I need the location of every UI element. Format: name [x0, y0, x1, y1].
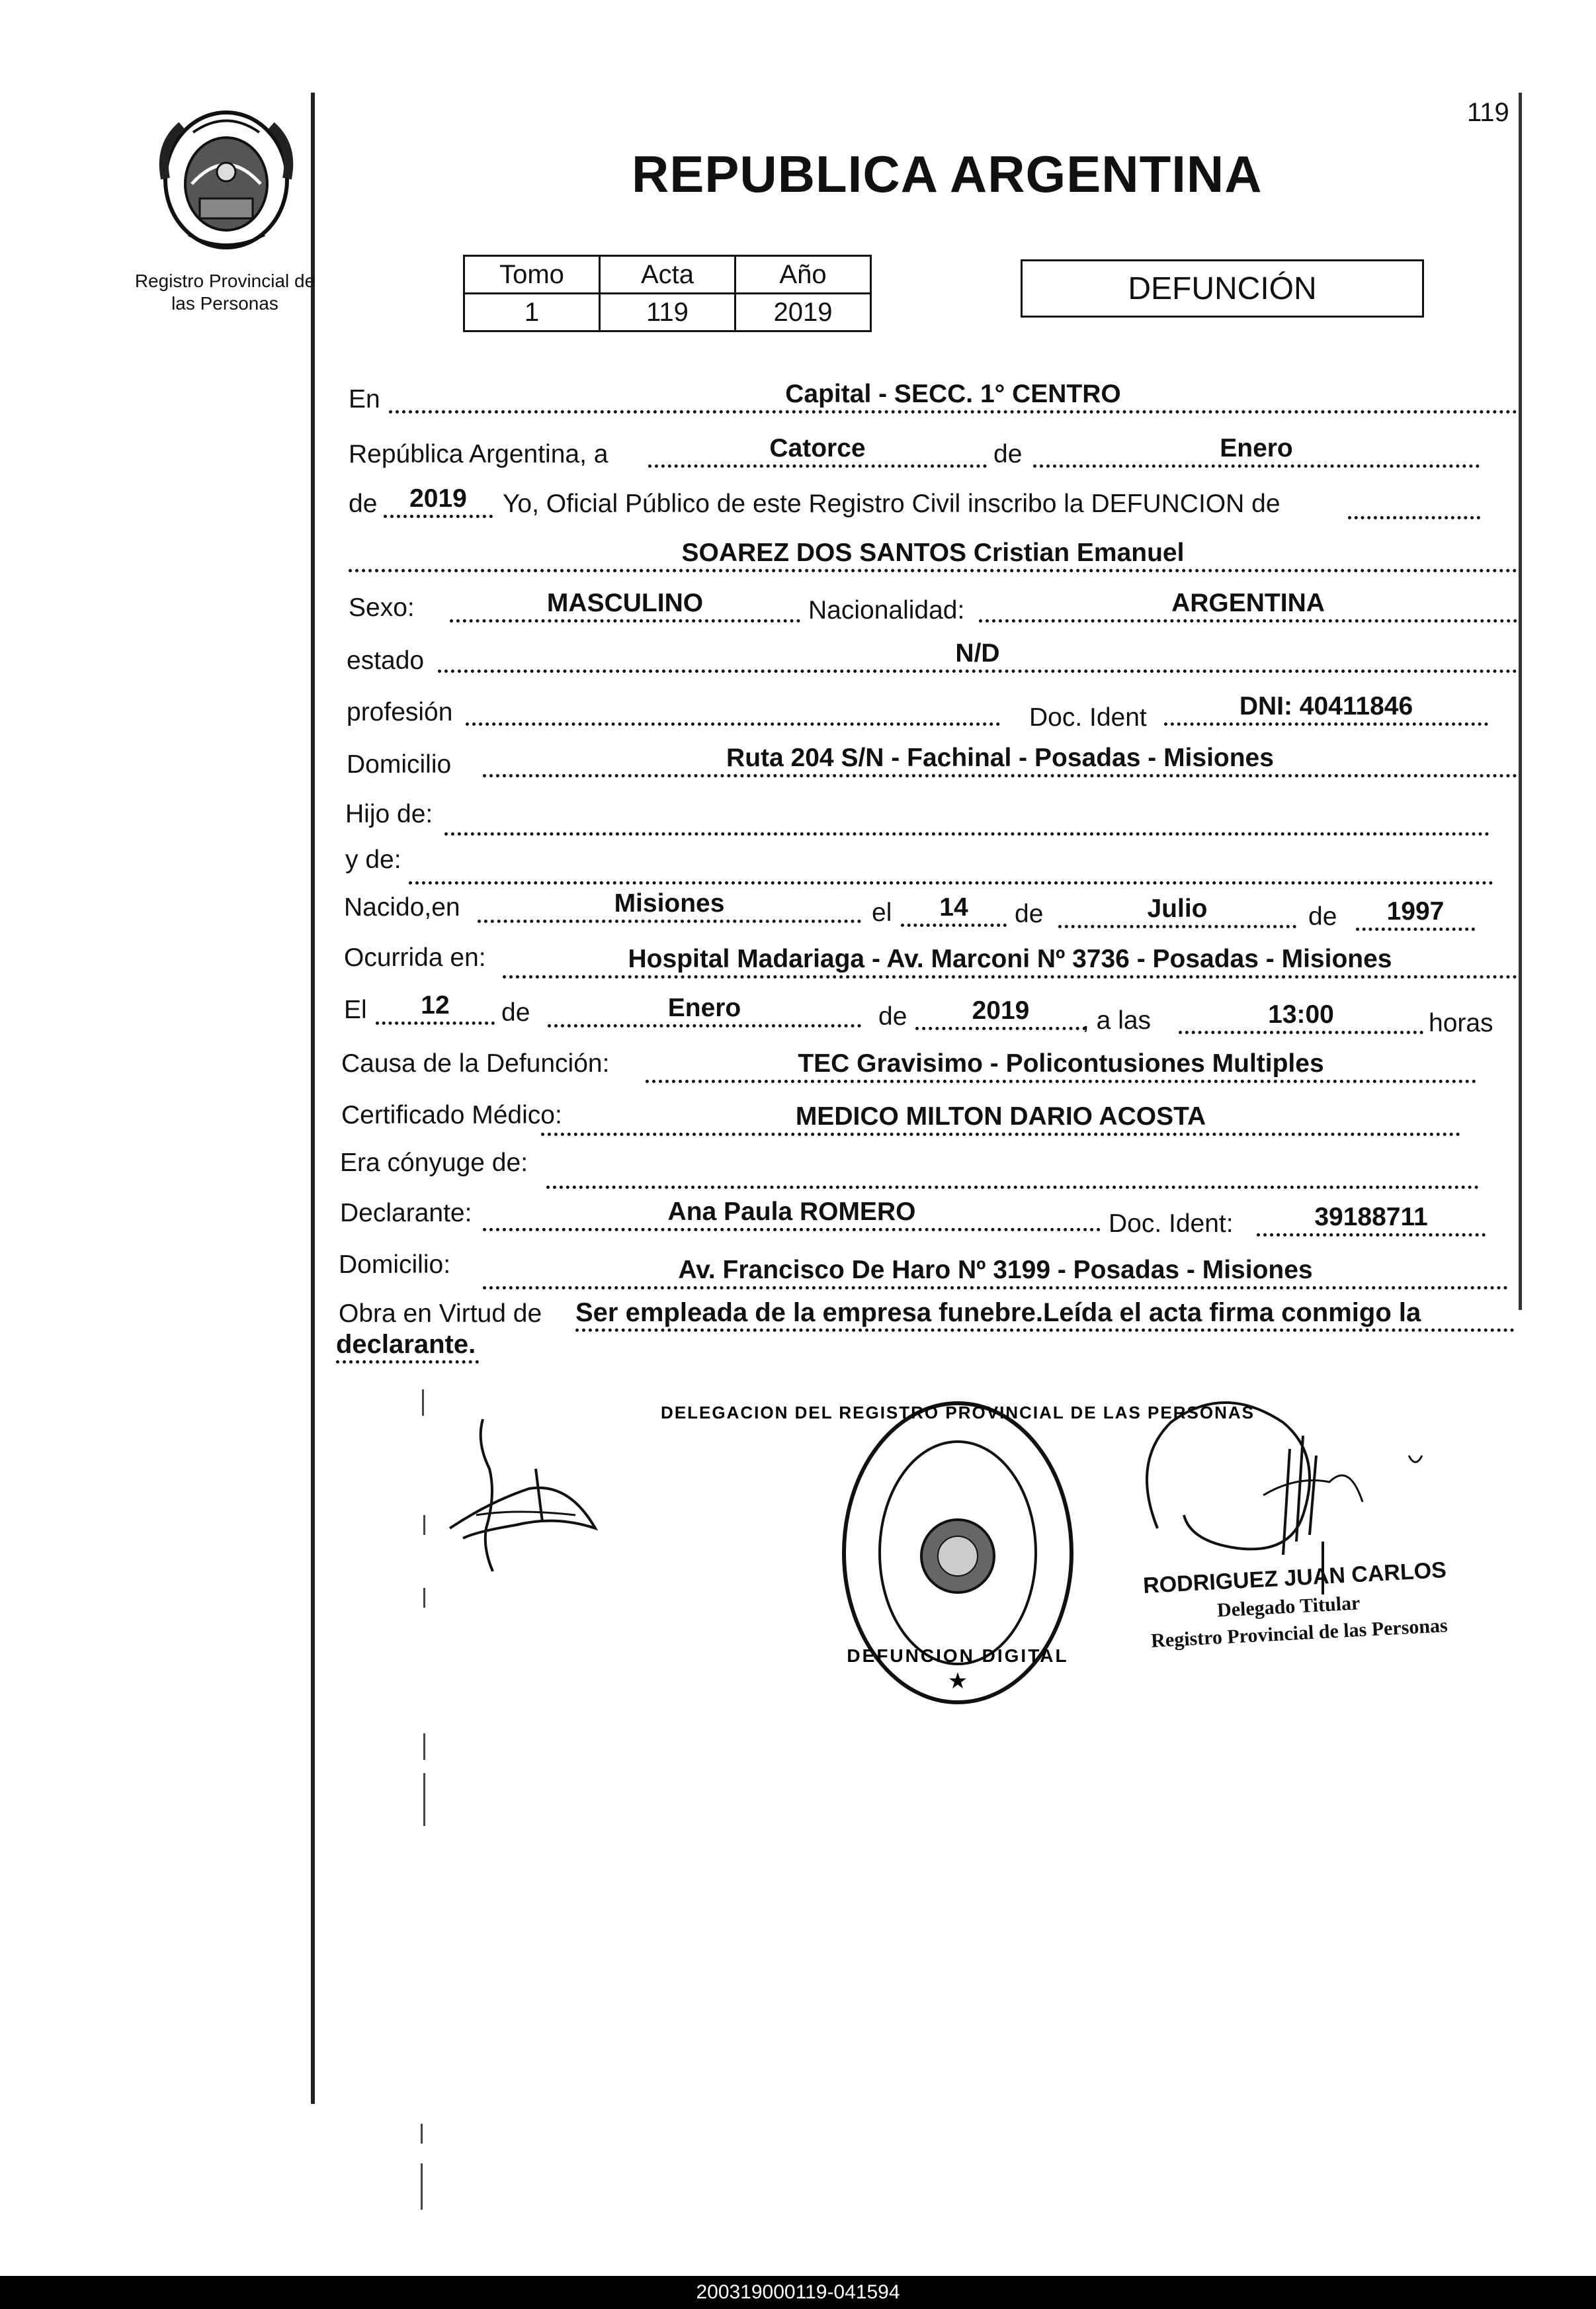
statement-text: Yo, Oficial Público de este Registro Civil inscribo la DEFUNCION de — [503, 490, 1281, 518]
nacido-lugar-field: Misiones — [478, 889, 861, 923]
conyuge-field — [546, 1158, 1479, 1189]
causa-label: Causa de la Defunción: — [341, 1049, 610, 1078]
domicilio-label: Domicilio — [347, 750, 452, 779]
page-number: 119 — [1467, 98, 1509, 127]
causa-field: TEC Gravisimo - Policontusiones Multiples — [646, 1049, 1476, 1083]
nacido-anio-field: 1997 — [1356, 897, 1475, 931]
act-type-box — [1021, 259, 1424, 318]
ocurrida-field: Hospital Madariaga - Av. Marconi Nº 3736 - Posadas - Misiones — [503, 945, 1517, 979]
nacionalidad-field: ARGENTINA — [979, 589, 1517, 623]
decl-domicilio-label: Domicilio: — [339, 1250, 451, 1279]
y-de-field — [409, 855, 1493, 885]
decl-doc-label: Doc. Ident: — [1109, 1209, 1234, 1238]
en-field: Capital - SECC. 1° CENTRO — [389, 380, 1517, 414]
official-office: Registro Provincial de las Personas — [1150, 1614, 1449, 1652]
hijo-de-field — [444, 806, 1490, 836]
obra-field-line-1: Ser empleada de la empresa funebre.Leída el acta firma conmigo la — [575, 1298, 1515, 1332]
a-las-label: , a las — [1082, 1006, 1152, 1035]
margin-tick — [423, 1588, 425, 1608]
right-margin-line — [1519, 93, 1522, 1310]
misiones-logo — [152, 106, 301, 255]
def-el-label: El — [344, 996, 367, 1024]
table-value-tomo: 1 — [464, 294, 600, 331]
tomo-acta-ano-table — [463, 255, 872, 332]
nacido-dia-field: 14 — [901, 893, 1007, 927]
day-word-field: Catorce — [648, 434, 987, 468]
statement-blank — [1348, 496, 1480, 519]
margin-tick — [423, 1773, 425, 1826]
profesion-field — [466, 692, 1000, 726]
stamp-ring-text: DELEGACION DEL REGISTRO PROVINCIAL DE LAS PERSONAS — [661, 1403, 1255, 1422]
def-de-label-1: de — [501, 998, 530, 1027]
stamp-inner-text: DEFUNCION DIGITAL — [847, 1645, 1069, 1666]
registry-caption-line-2: las Personas — [171, 293, 278, 314]
decl-doc-field: 39188711 — [1257, 1203, 1486, 1237]
declarante-label: Declarante: — [340, 1199, 472, 1227]
table-value-ano: 2019 — [735, 294, 871, 331]
hijo-de-label: Hijo de: — [345, 800, 433, 828]
deceased-name-field: SOAREZ DOS SANTOS Cristian Emanuel — [349, 539, 1517, 572]
month-word-field: Enero — [1033, 434, 1480, 468]
certificado-field: MEDICO MILTON DARIO ACOSTA — [541, 1102, 1460, 1136]
nacido-label: Nacido,en — [344, 893, 460, 922]
estado-field: N/D — [438, 639, 1517, 673]
year-field: 2019 — [384, 484, 493, 518]
margin-tick — [422, 1389, 424, 1416]
def-de-label-2: de — [878, 1002, 907, 1031]
doc-ident-label: Doc. Ident — [1029, 703, 1147, 732]
obra-field-line-2: declarante. — [336, 1330, 479, 1364]
footer-barcode-text: 200319000119-041594 — [0, 2276, 1596, 2309]
decl-domicilio-field: Av. Francisco De Haro Nº 3199 - Posadas - Misiones — [483, 1256, 1508, 1289]
nacido-de-label-1: de — [1015, 900, 1044, 928]
conyuge-label: Era cónyuge de: — [340, 1149, 528, 1177]
domicilio-field: Ruta 204 S/N - Fachinal - Posadas - Misiones — [483, 744, 1517, 777]
table-header-acta: Acta — [600, 256, 735, 294]
left-margin-line — [311, 93, 315, 2104]
def-hora-field: 13:00 — [1179, 1000, 1423, 1034]
nacido-de-label-2: de — [1308, 902, 1337, 931]
def-dia-field: 12 — [376, 991, 495, 1025]
table-value-acta: 119 — [600, 294, 735, 331]
page-title: REPUBLICA ARGENTINA — [632, 145, 1263, 203]
margin-tick — [421, 2163, 423, 2210]
official-role: Delegado Titular — [1216, 1592, 1361, 1622]
doc-ident-field: DNI: 40411846 — [1164, 692, 1488, 726]
def-anio-field: 2019 — [915, 996, 1086, 1030]
declarant-signature — [437, 1416, 609, 1575]
y-de-label: y de: — [345, 846, 401, 874]
margin-tick — [423, 1733, 425, 1760]
sexo-field: MASCULINO — [450, 589, 800, 623]
nacionalidad-label: Nacionalidad: — [808, 596, 965, 625]
ocurrida-label: Ocurrida en: — [344, 943, 486, 972]
estado-label: estado — [347, 646, 425, 675]
stamp-star-icon: ★ — [947, 1668, 968, 1694]
margin-tick — [423, 1515, 425, 1535]
nacido-mes-field: Julio — [1058, 894, 1296, 928]
nacido-el-label: el — [872, 898, 892, 927]
en-label: En — [349, 385, 380, 414]
registry-caption-line-1: Registro Provincial de — [134, 271, 315, 291]
profesion-label: profesión — [347, 698, 453, 726]
declarante-field: Ana Paula ROMERO — [483, 1198, 1101, 1231]
margin-tick — [421, 2124, 423, 2144]
official-name: RODRIGUEZ JUAN CARLOS — [1142, 1557, 1447, 1598]
table-header-ano: Año — [735, 256, 871, 294]
table-header-tomo: Tomo — [464, 256, 600, 294]
de-label: de — [993, 440, 1023, 468]
registry-caption — [119, 270, 331, 315]
sexo-label: Sexo: — [349, 593, 415, 622]
year-de-label: de — [349, 490, 378, 518]
certificado-label: Certificado Médico: — [341, 1101, 562, 1129]
horas-label: horas — [1429, 1009, 1493, 1037]
official-stamp — [661, 1397, 1255, 1708]
rep-label: República Argentina, a — [349, 440, 609, 468]
def-mes-field: Enero — [548, 994, 861, 1027]
act-type-label: DEFUNCIÓN — [1128, 271, 1317, 306]
obra-label: Obra en Virtud de — [339, 1299, 542, 1328]
